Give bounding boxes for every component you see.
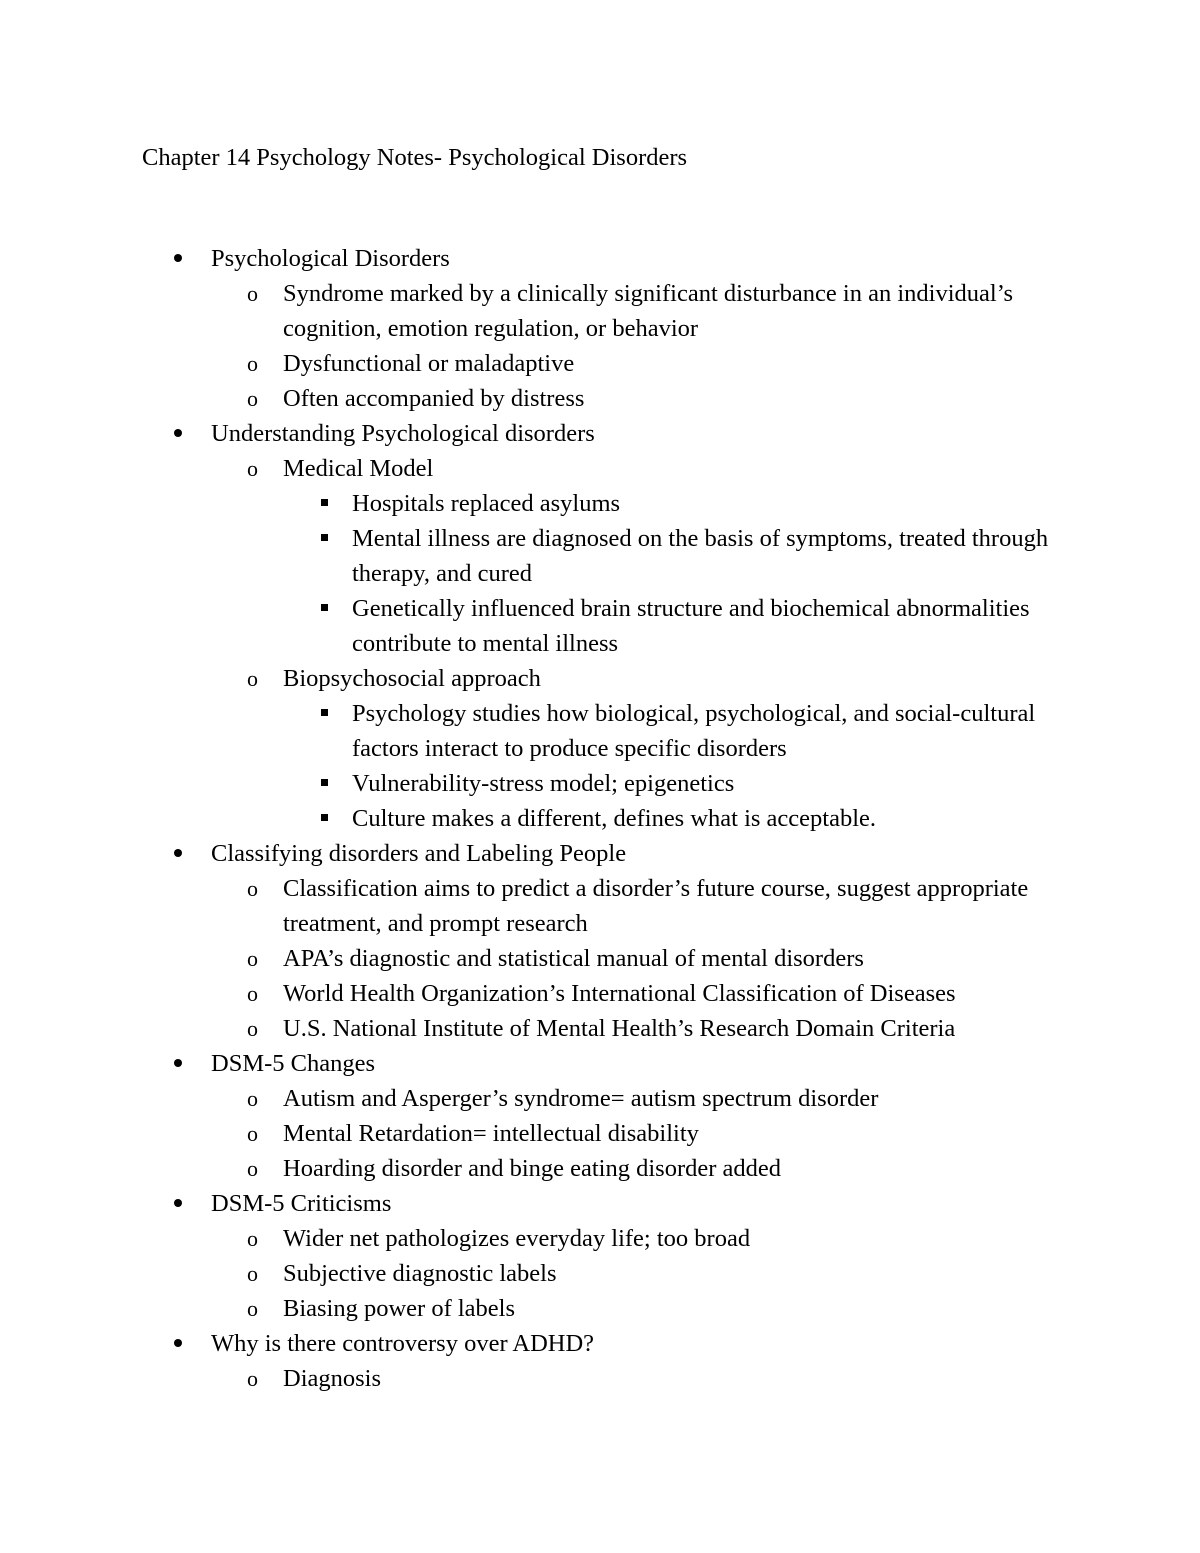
list-item-text: Medical Model (283, 455, 434, 482)
list-item (0, 1116, 1200, 1151)
list-item-text: Hoarding disorder and binge eating disorder added (283, 1155, 782, 1182)
document-title: Chapter 14 Psychology Notes- Psychological Disorders (142, 144, 688, 171)
list-item (0, 381, 1200, 416)
list-item (0, 976, 1200, 1011)
list-item (0, 1186, 1200, 1221)
list-item-text: Genetically influenced brain structure and biochemical abnormalities contribute to mental illness (352, 595, 1030, 657)
list-item-text: APA’s diagnostic and statistical manual of mental disorders (283, 945, 864, 972)
list-item-text: Diagnosis (283, 1365, 381, 1392)
list-item-text: Psychological Disorders (211, 245, 450, 272)
list-item (0, 1081, 1200, 1116)
bullet-circle-marker: o (247, 981, 258, 1006)
list-item (0, 486, 1200, 521)
list-item-text: Classification aims to predict a disorder’s future course, suggest appropriate treatment, and prompt research (283, 875, 1029, 937)
bullet-dot-icon (173, 241, 187, 276)
list-item (0, 1011, 1200, 1046)
list-item (0, 1221, 1200, 1256)
list-item (0, 276, 1200, 346)
list-item-text: Biasing power of labels (283, 1295, 516, 1322)
list-item (0, 451, 1200, 486)
list-item-text: Subjective diagnostic labels (283, 1260, 557, 1287)
list-item-text: DSM-5 Changes (211, 1050, 376, 1077)
list-item-text: Hospitals replaced asylums (352, 490, 621, 517)
list-item-text: Often accompanied by distress (283, 385, 585, 412)
bullet-circle-marker: o (247, 351, 258, 376)
bullet-circle-marker: o (247, 1366, 258, 1391)
list-item-text: Vulnerability-stress model; epigenetics (352, 770, 735, 797)
list-item (0, 1291, 1200, 1326)
bullet-circle-marker: o (247, 1156, 258, 1181)
list-item-text: Why is there controversy over ADHD? (211, 1330, 595, 1357)
list-item-text: Syndrome marked by a clinically significant disturbance in an individual’s cognition, emotion regulation, or behavior (283, 280, 1014, 342)
list-item-text: Autism and Asperger’s syndrome= autism spectrum disorder (283, 1085, 879, 1112)
list-item-text: Wider net pathologizes everyday life; too broad (283, 1225, 751, 1252)
list-item (0, 1326, 1200, 1361)
bullet-dot-icon (173, 1186, 187, 1221)
bullet-circle-marker: o (247, 1121, 258, 1146)
list-item-text: Mental Retardation= intellectual disability (283, 1120, 699, 1147)
list-item (0, 661, 1200, 696)
list-item (0, 871, 1200, 941)
bullet-circle-marker: o (247, 666, 258, 691)
bullet-square-icon (321, 486, 333, 521)
bullet-dot-icon (173, 416, 187, 451)
bullet-square-icon (321, 801, 333, 836)
bullet-circle-marker: o (247, 876, 258, 901)
bullet-circle-marker: o (247, 1226, 258, 1251)
bullet-dot-icon (173, 1046, 187, 1081)
bullet-square-icon (321, 766, 333, 801)
notes-outline (0, 241, 1200, 1396)
list-item (0, 941, 1200, 976)
bullet-dot-icon (173, 1326, 187, 1361)
list-item (0, 696, 1200, 766)
list-item (0, 241, 1200, 276)
list-item (0, 766, 1200, 801)
list-item (0, 1046, 1200, 1081)
list-item (0, 1151, 1200, 1186)
list-item-text: U.S. National Institute of Mental Health’s Research Domain Criteria (283, 1015, 956, 1042)
list-item (0, 591, 1200, 661)
list-item (0, 1361, 1200, 1396)
bullet-circle-marker: o (247, 1016, 258, 1041)
bullet-square-icon (321, 521, 333, 556)
list-item-text: Dysfunctional or maladaptive (283, 350, 575, 377)
list-item (0, 416, 1200, 451)
bullet-dot-icon (173, 836, 187, 871)
bullet-circle-marker: o (247, 456, 258, 481)
list-item (0, 801, 1200, 836)
list-item-text: Mental illness are diagnosed on the basis of symptoms, treated through therapy, and cured (352, 525, 1049, 587)
bullet-square-icon (321, 696, 333, 731)
list-item-text: Understanding Psychological disorders (211, 420, 595, 447)
bullet-circle-marker: o (247, 1086, 258, 1111)
bullet-circle-marker: o (247, 946, 258, 971)
bullet-circle-marker: o (247, 386, 258, 411)
bullet-square-icon (321, 591, 333, 626)
list-item (0, 1256, 1200, 1291)
list-item-text: Culture makes a different, defines what is acceptable. (352, 805, 877, 832)
list-item-text: World Health Organization’s International Classification of Diseases (283, 980, 956, 1007)
list-item-text: Psychology studies how biological, psychological, and social-cultural factors interact to produce specific disorders (352, 700, 1036, 762)
bullet-circle-marker: o (247, 1296, 258, 1321)
list-item (0, 836, 1200, 871)
bullet-circle-marker: o (247, 281, 258, 306)
bullet-circle-marker: o (247, 1261, 258, 1286)
list-item (0, 346, 1200, 381)
list-item-text: Classifying disorders and Labeling People (211, 840, 627, 867)
list-item-text: DSM-5 Criticisms (211, 1190, 392, 1217)
list-item (0, 521, 1200, 591)
list-item-text: Biopsychosocial approach (283, 665, 541, 692)
